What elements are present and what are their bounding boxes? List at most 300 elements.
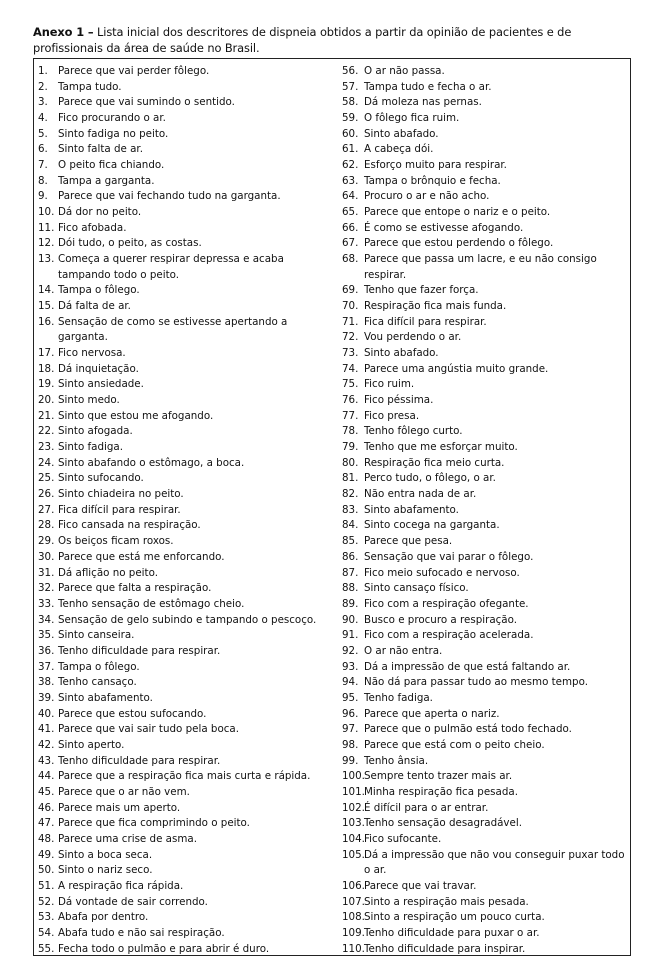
item-text: Fica difícil para respirar. — [364, 315, 487, 328]
item-text: Esforço muito para respirar. — [364, 159, 507, 172]
item-number: 40. — [38, 707, 55, 720]
item-number: 53. — [38, 911, 55, 924]
list-item — [342, 330, 628, 346]
item-text: Dá inquietação. — [58, 362, 139, 375]
list-item — [38, 299, 338, 315]
item-number: 104. — [342, 832, 365, 845]
list-item — [342, 597, 628, 613]
list-item — [38, 675, 338, 691]
item-text: Fico com a respiração acelerada. — [364, 629, 534, 642]
list-item — [342, 299, 628, 315]
list-item — [342, 158, 628, 174]
list-item — [38, 111, 338, 127]
item-text: Sinto abafamento. — [364, 503, 459, 516]
item-text: Sinto a respiração um pouco curta. — [364, 911, 545, 924]
item-text: Sinto aperto. — [58, 738, 125, 751]
item-text: O ar não entra. — [364, 644, 443, 657]
item-text: Sinto cocega na garganta. — [364, 519, 500, 532]
list-item — [38, 550, 338, 566]
list-item — [342, 832, 628, 848]
item-number: 95. — [342, 691, 359, 704]
list-item — [342, 879, 628, 895]
item-text: Os beiços ficam roxos. — [58, 535, 174, 548]
caption-label: Anexo 1 – — [33, 25, 94, 39]
item-text: Sinto sufocando. — [58, 472, 144, 485]
list-item — [342, 848, 628, 879]
list-item — [342, 707, 628, 723]
list-item — [342, 644, 628, 660]
item-number: 107. — [342, 895, 365, 908]
item-text: Sinto cansaço físico. — [364, 582, 469, 595]
list-item — [342, 769, 628, 785]
list-item — [38, 816, 338, 832]
item-number: 80. — [342, 456, 359, 469]
item-text: Tenho sensação de estômago cheio. — [58, 597, 245, 610]
item-number: 78. — [342, 425, 359, 438]
list-item — [342, 346, 628, 362]
item-number: 8. — [38, 174, 48, 187]
list-item — [342, 221, 628, 237]
item-text: Sinto falta de ar. — [58, 143, 143, 156]
item-text: Sempre tento trazer mais ar. — [364, 770, 513, 783]
list-item — [342, 895, 628, 911]
item-text: Tenho que fazer força. — [364, 284, 479, 297]
list-item — [38, 581, 338, 597]
item-text: Sinto afogada. — [58, 425, 133, 438]
item-number: 15. — [38, 300, 55, 313]
item-text: Perco tudo, o fôlego, o ar. — [364, 472, 496, 485]
item-text: Sinto abafado. — [364, 127, 439, 140]
item-text: O peito fica chiando. — [58, 159, 165, 172]
item-number: 6. — [38, 143, 48, 156]
item-number: 72. — [342, 331, 359, 344]
item-text: Minha respiração fica pesada. — [364, 785, 518, 798]
item-number: 20. — [38, 394, 55, 407]
item-number: 36. — [38, 644, 55, 657]
list-item — [342, 424, 628, 440]
list-item — [38, 346, 338, 362]
list-item — [38, 769, 338, 785]
list-item — [342, 111, 628, 127]
item-number: 62. — [342, 159, 359, 172]
item-number: 90. — [342, 613, 359, 626]
item-number: 46. — [38, 801, 55, 814]
item-number: 23. — [38, 441, 55, 454]
item-text: Sinto a boca seca. — [58, 848, 153, 861]
item-text: Fico cansada na respiração. — [58, 519, 201, 532]
list-item — [38, 518, 338, 534]
item-number: 2. — [38, 80, 48, 93]
item-number: 105. — [342, 848, 365, 861]
item-text: Parece que falta a respiração. — [58, 582, 212, 595]
item-number: 87. — [342, 566, 359, 579]
item-text: Vou perdendo o ar. — [364, 331, 462, 344]
item-number: 4. — [38, 112, 48, 125]
item-number: 85. — [342, 535, 359, 548]
item-text: Dá vontade de sair correndo. — [58, 895, 208, 908]
list-item — [38, 738, 338, 754]
list-item — [38, 315, 338, 346]
list-item — [38, 283, 338, 299]
item-text: Busco e procuro a respiração. — [364, 613, 517, 626]
item-text: Dá aflição no peito. — [58, 566, 158, 579]
item-text: Tenho dificuldade para respirar. — [58, 644, 221, 657]
item-text: Sinto abafado. — [364, 347, 439, 360]
item-text: Parece mais um aperto. — [58, 801, 181, 814]
list-item — [38, 722, 338, 738]
item-text: Parece que a respiração fica mais curta e rápida. — [58, 770, 311, 783]
item-number: 56. — [342, 65, 359, 77]
item-number: 25. — [38, 472, 55, 485]
item-number: 50. — [38, 864, 55, 877]
item-number: 55. — [38, 942, 55, 955]
item-text: Parece que estou sufocando. — [58, 707, 207, 720]
item-text: Fico nervosa. — [58, 347, 126, 360]
item-number: 98. — [342, 738, 359, 751]
item-number: 100. — [342, 770, 365, 783]
item-text: Não dá para passar tudo ao mesmo tempo. — [364, 676, 588, 689]
item-number: 97. — [342, 723, 359, 736]
item-text: Sensação que vai parar o fôlego. — [364, 550, 534, 563]
list-item — [342, 80, 628, 96]
list-item — [38, 534, 338, 550]
list-item — [38, 236, 338, 252]
item-number: 17. — [38, 347, 55, 360]
item-text: Tenho fôlego curto. — [364, 425, 463, 438]
list-item — [342, 252, 628, 283]
list-item — [342, 926, 628, 942]
item-text: Tenho dificuldade para inspirar. — [364, 942, 526, 955]
item-number: 57. — [342, 80, 359, 93]
list-item — [38, 377, 338, 393]
item-number: 99. — [342, 754, 359, 767]
item-number: 70. — [342, 300, 359, 313]
item-text: Parece que está com o peito cheio. — [364, 738, 545, 751]
item-text: Parece que vai fechando tudo na garganta. — [58, 190, 281, 203]
item-number: 77. — [342, 409, 359, 422]
item-text: Sensação de como se estivesse apertando a garganta. — [58, 315, 288, 344]
item-number: 83. — [342, 503, 359, 516]
list-item — [38, 221, 338, 237]
item-number: 13. — [38, 253, 55, 266]
item-text: Tenho dificuldade para respirar. — [58, 754, 221, 767]
item-number: 66. — [342, 221, 359, 234]
item-number: 60. — [342, 127, 359, 140]
item-number: 42. — [38, 738, 55, 751]
item-number: 71. — [342, 315, 359, 328]
list-item — [38, 362, 338, 378]
item-number: 3. — [38, 96, 48, 109]
item-number: 110. — [342, 942, 365, 955]
list-item — [342, 189, 628, 205]
list-item — [342, 581, 628, 597]
item-text: Sinto abafando o estômago, a boca. — [58, 456, 245, 469]
list-item — [38, 832, 338, 848]
list-item — [342, 440, 628, 456]
item-number: 35. — [38, 629, 55, 642]
item-number: 49. — [38, 848, 55, 861]
item-number: 51. — [38, 879, 55, 892]
item-text: Tampa a garganta. — [58, 174, 155, 187]
item-number: 74. — [342, 362, 359, 375]
list-item — [38, 127, 338, 143]
item-text: Sensação de gelo subindo e tampando o pescoço. — [58, 613, 317, 626]
item-number: 84. — [342, 519, 359, 532]
item-text: Fico ruim. — [364, 378, 415, 391]
item-text: Parece uma angústia muito grande. — [364, 362, 549, 375]
item-number: 86. — [342, 550, 359, 563]
item-number: 37. — [38, 660, 55, 673]
item-number: 79. — [342, 441, 359, 454]
item-text: O fôlego fica ruim. — [364, 112, 460, 125]
list-item — [342, 816, 628, 832]
item-text: Sinto que estou me afogando. — [58, 409, 214, 422]
item-number: 103. — [342, 817, 365, 830]
list-item — [38, 471, 338, 487]
list-item — [342, 722, 628, 738]
item-number: 58. — [342, 96, 359, 109]
list-item — [38, 424, 338, 440]
item-number: 68. — [342, 253, 359, 266]
list-item — [38, 863, 338, 879]
item-text: Parece que vai perder fôlego. — [58, 65, 210, 77]
item-number: 43. — [38, 754, 55, 767]
item-text: Fica difícil para respirar. — [58, 503, 181, 516]
item-text: Parece que fica comprimindo o peito. — [58, 817, 250, 830]
item-number: 102. — [342, 801, 365, 814]
item-text: Sinto medo. — [58, 394, 120, 407]
item-number: 82. — [342, 488, 359, 501]
list-item — [38, 848, 338, 864]
item-number: 31. — [38, 566, 55, 579]
list-item — [38, 879, 338, 895]
list-item — [342, 675, 628, 691]
item-text: Parece que entope o nariz e o peito. — [364, 206, 551, 219]
item-number: 18. — [38, 362, 55, 375]
item-text: Abafa por dentro. — [58, 911, 149, 924]
item-text: Sinto chiadeira no peito. — [58, 488, 184, 501]
item-text: Tenho ânsia. — [364, 754, 429, 767]
list-item — [342, 487, 628, 503]
item-number: 19. — [38, 378, 55, 391]
list-item — [342, 628, 628, 644]
item-number: 27. — [38, 503, 55, 516]
list-item — [342, 393, 628, 409]
list-item — [342, 910, 628, 926]
item-text: Fico afobada. — [58, 221, 127, 234]
list-item — [38, 628, 338, 644]
item-text: Parece uma crise de asma. — [58, 832, 197, 845]
list-item — [342, 518, 628, 534]
list-item — [342, 550, 628, 566]
list-item — [342, 942, 628, 958]
item-number: 109. — [342, 926, 365, 939]
item-text: Sinto o nariz seco. — [58, 864, 153, 877]
item-number: 93. — [342, 660, 359, 673]
item-number: 7. — [38, 159, 48, 172]
item-text: Tenho sensação desagradável. — [364, 817, 522, 830]
item-text: É difícil para o ar entrar. — [364, 801, 489, 814]
item-number: 108. — [342, 911, 365, 924]
item-text: É como se estivesse afogando. — [364, 221, 524, 234]
list-item — [38, 566, 338, 582]
item-number: 44. — [38, 770, 55, 783]
list-item — [342, 566, 628, 582]
item-number: 69. — [342, 284, 359, 297]
item-number: 45. — [38, 785, 55, 798]
item-number: 39. — [38, 691, 55, 704]
item-text: Dá dor no peito. — [58, 206, 142, 219]
item-text: Dá a impressão que não vou conseguir puxar todo o ar. — [364, 848, 625, 877]
item-text: Tenho cansaço. — [58, 676, 137, 689]
item-number: 10. — [38, 206, 55, 219]
item-number: 65. — [342, 206, 359, 219]
list-item — [342, 660, 628, 676]
list-item — [38, 158, 338, 174]
list-item — [342, 754, 628, 770]
item-number: 94. — [342, 676, 359, 689]
list-item — [38, 910, 338, 926]
item-number: 34. — [38, 613, 55, 626]
left-column — [38, 64, 338, 957]
list-item — [342, 613, 628, 629]
list-item — [342, 738, 628, 754]
list-item — [38, 926, 338, 942]
item-text: Abafa tudo e não sai respiração. — [58, 926, 225, 939]
list-item — [38, 942, 338, 958]
list-item — [342, 174, 628, 190]
item-number: 75. — [342, 378, 359, 391]
item-text: Parece que passa um lacre, e eu não consigo respirar. — [364, 253, 597, 281]
item-number: 52. — [38, 895, 55, 908]
item-number: 32. — [38, 582, 55, 595]
item-text: Tenho fadiga. — [364, 691, 433, 704]
item-text: Tampa o brônquio e fecha. — [364, 174, 501, 187]
item-text: Tampa tudo e fecha o ar. — [364, 80, 492, 93]
list-item — [342, 471, 628, 487]
item-text: Parece que o ar não vem. — [58, 785, 190, 798]
item-number: 41. — [38, 723, 55, 736]
item-text: Parece que aperta o nariz. — [364, 707, 500, 720]
item-text: Tenho que me esforçar muito. — [364, 441, 518, 454]
item-number: 38. — [38, 676, 55, 689]
list-item — [342, 205, 628, 221]
list-item — [38, 503, 338, 519]
list-item — [342, 534, 628, 550]
item-number: 16. — [38, 315, 55, 328]
list-item — [342, 315, 628, 331]
item-number: 26. — [38, 488, 55, 501]
list-item — [38, 456, 338, 472]
item-number: 61. — [342, 143, 359, 156]
list-item — [38, 205, 338, 221]
item-text: Dá a impressão de que está faltando ar. — [364, 660, 571, 673]
list-item — [342, 456, 628, 472]
item-number: 14. — [38, 284, 55, 297]
list-item — [342, 503, 628, 519]
item-text: Fico com a respiração ofegante. — [364, 597, 529, 610]
item-text: Parece que vai travar. — [364, 879, 477, 892]
list-item — [342, 283, 628, 299]
item-number: 47. — [38, 817, 55, 830]
list-item — [342, 691, 628, 707]
item-number: 29. — [38, 535, 55, 548]
item-number: 21. — [38, 409, 55, 422]
list-item — [342, 362, 628, 378]
item-text: Dá falta de ar. — [58, 300, 131, 313]
item-number: 54. — [38, 926, 55, 939]
item-number: 101. — [342, 785, 365, 798]
list-item — [38, 895, 338, 911]
list-item — [38, 613, 338, 629]
item-number: 64. — [342, 190, 359, 203]
item-text: Dá moleza nas pernas. — [364, 96, 482, 109]
item-text: Parece que vai sumindo o sentido. — [58, 96, 235, 109]
item-text: Tampa tudo. — [58, 80, 122, 93]
item-text: Sinto a respiração mais pesada. — [364, 895, 529, 908]
list-item — [38, 409, 338, 425]
item-text: A cabeça dói. — [364, 143, 434, 156]
item-text: Fico presa. — [364, 409, 420, 422]
list-item — [342, 377, 628, 393]
item-text: Procuro o ar e não acho. — [364, 190, 490, 203]
right-column — [342, 64, 628, 957]
item-number: 48. — [38, 832, 55, 845]
list-item — [38, 660, 338, 676]
list-item — [342, 95, 628, 111]
list-item — [38, 189, 338, 205]
list-item — [38, 142, 338, 158]
item-number: 12. — [38, 237, 55, 250]
item-text: Parece que o pulmão está todo fechado. — [364, 723, 572, 736]
list-item — [342, 801, 628, 817]
table-caption — [33, 24, 633, 56]
item-number: 88. — [342, 582, 359, 595]
list-item — [38, 64, 338, 80]
item-number: 59. — [342, 112, 359, 125]
item-text: Tenho dificuldade para puxar o ar. — [364, 926, 540, 939]
item-number: 33. — [38, 597, 55, 610]
item-number: 28. — [38, 519, 55, 532]
item-number: 106. — [342, 879, 365, 892]
list-item — [342, 785, 628, 801]
item-text: Começa a querer respirar depressa e acaba tampando todo o peito. — [58, 253, 284, 281]
list-item — [38, 785, 338, 801]
item-number: 24. — [38, 456, 55, 469]
list-item — [38, 174, 338, 190]
item-number: 76. — [342, 394, 359, 407]
list-item — [38, 95, 338, 111]
item-text: Sinto abafamento. — [58, 691, 153, 704]
item-number: 92. — [342, 644, 359, 657]
item-text: Parece que vai sair tudo pela boca. — [58, 723, 239, 736]
item-text: Sinto ansiedade. — [58, 378, 144, 391]
item-text: Respiração fica meio curta. — [364, 456, 505, 469]
item-text: Sinto fadiga no peito. — [58, 127, 169, 140]
descriptor-table — [33, 58, 631, 956]
item-number: 11. — [38, 221, 55, 234]
item-number: 22. — [38, 425, 55, 438]
list-item — [342, 142, 628, 158]
list-item — [38, 644, 338, 660]
list-item — [38, 707, 338, 723]
item-text: Fico procurando o ar. — [58, 112, 166, 125]
item-text: Sinto fadiga. — [58, 441, 123, 454]
item-text: Fecha todo o pulmão e para abrir é duro. — [58, 942, 270, 955]
list-item — [38, 440, 338, 456]
list-item — [38, 252, 338, 283]
item-text: Fico meio sufocado e nervoso. — [364, 566, 520, 579]
